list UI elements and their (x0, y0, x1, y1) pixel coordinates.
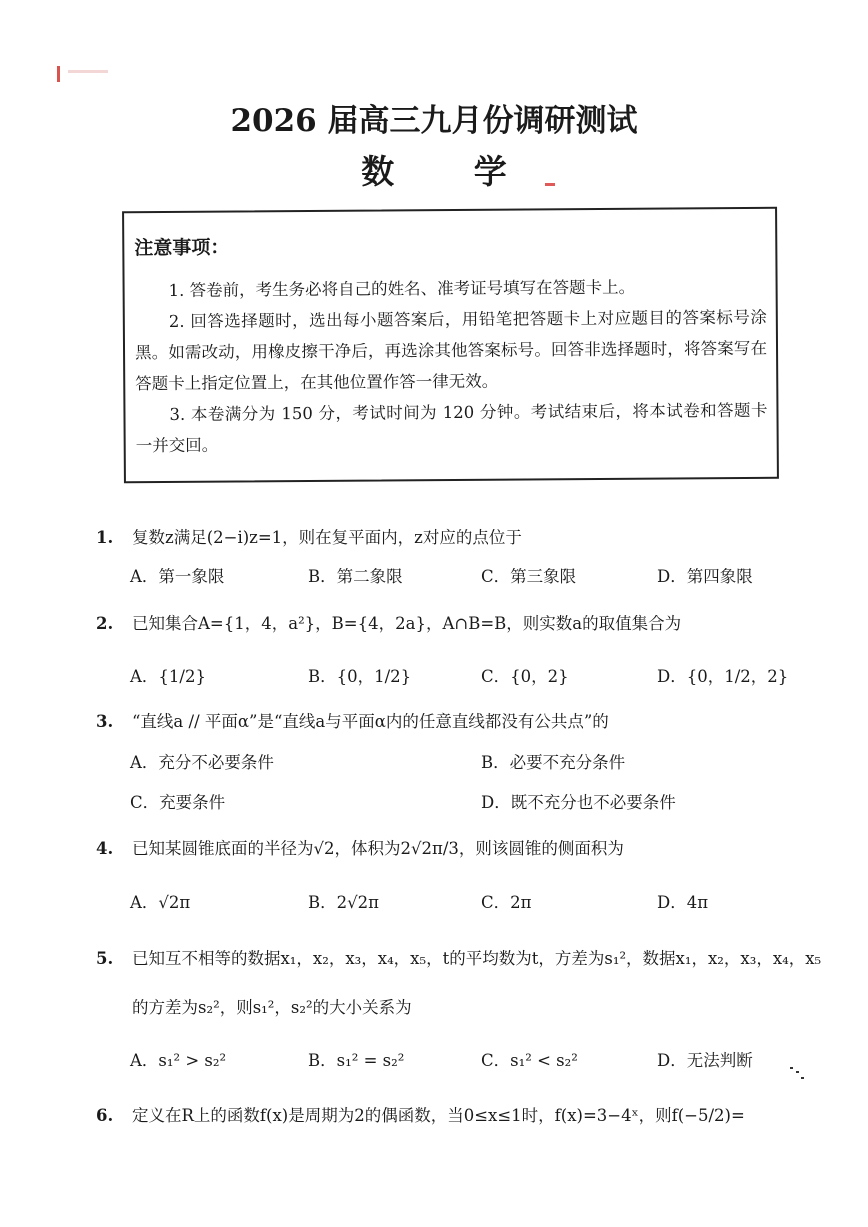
question-number: 5. (96, 949, 114, 968)
q5-option-c: C．s₁² < s₂² (481, 1051, 578, 1070)
q5-option-d: D．无法判断 (657, 1051, 753, 1070)
q4-option-a: A．√2π (130, 893, 191, 912)
q2-option-c: C．{0，2} (481, 667, 569, 686)
question-number: 2. (96, 614, 114, 633)
question-stem: 定义在R上的函数f(x)是周期为2的偶函数，当0≤x≤1时，f(x)=3−4ˣ，则f(−5/2)= (132, 1106, 745, 1125)
q3-option-d: D．既不充分也不必要条件 (481, 793, 676, 812)
scan-speck-marks (790, 1067, 806, 1081)
q2-option-d: D．{0，1/2，2} (657, 667, 789, 686)
q4-option-d: D．4π (657, 893, 709, 912)
red-ink-mark (545, 183, 555, 186)
q5-option-a: A．s₁² > s₂² (130, 1051, 227, 1070)
q1-option-a: A．第一象限 (130, 567, 225, 586)
question-stem: “直线a // 平面α”是“直线a与平面α内的任意直线都没有公共点”的 (132, 712, 609, 731)
notice-title: 注意事项： (134, 236, 230, 260)
notice-item-2: 2. 回答选择题时，选出每小题答案后，用铅笔把答题卡上对应题目的答案标号涂黑。如需改动，用橡皮擦干净后，再选涂其他答案标号。回答非选择题时，将答案写在答题卡上指定位置上，在其他位置作答一律无效。 (134, 307, 768, 394)
red-margin-mark (57, 66, 60, 82)
q1-option-c: C．第三象限 (481, 567, 577, 586)
question-3 (96, 708, 609, 732)
q2-option-b: B．{0，1/2} (308, 667, 412, 686)
question-6 (96, 1102, 745, 1126)
question-5-continued: 的方差为s₂²，则s₁²，s₂²的大小关系为 (132, 998, 412, 1017)
q2-option-a: A．{1/2} (130, 667, 206, 686)
notice-box (122, 207, 779, 484)
q3-option-c: C．充要条件 (130, 793, 226, 812)
question-stem: 已知某圆锥底面的半径为√2，体积为2√2π/3，则该圆锥的侧面积为 (132, 839, 624, 858)
q3-option-a: A．充分不必要条件 (130, 753, 274, 772)
subject-title: 数 学 (361, 152, 541, 191)
question-number: 3. (96, 712, 114, 731)
question-number: 4. (96, 839, 114, 858)
question-5 (96, 945, 821, 969)
exam-title: 2026 届高三九月份调研测试 (230, 103, 638, 139)
question-stem: 复数z满足(2−i)z=1，则在复平面内，z对应的点位于 (132, 528, 522, 547)
notice-body (135, 271, 768, 461)
question-number: 6. (96, 1106, 114, 1125)
q1-option-b: B．第二象限 (308, 567, 403, 586)
faint-margin-mark (68, 70, 108, 73)
q4-option-b: B．2√2π (308, 893, 379, 912)
question-number: 1. (96, 528, 114, 547)
notice-item-3: 3. 本卷满分为 150 分，考试时间为 120 分钟。考试结束后，将本试卷和答题卡一并交回。 (135, 400, 768, 456)
q3-option-b: B．必要不充分条件 (481, 753, 626, 772)
question-2 (96, 610, 681, 634)
question-stem: 已知互不相等的数据x₁，x₂，x₃，x₄，x₅，t的平均数为t，方差为s₁²，数据x₁，x₂，x₃，x₄，x₅ (132, 949, 822, 968)
question-4 (96, 835, 624, 859)
q4-option-c: C．2π (481, 893, 532, 912)
question-stem: 已知集合A={1，4，a²}，B={4，2a}，A∩B=B，则实数a的取值集合为 (132, 614, 682, 633)
q1-option-d: D．第四象限 (657, 567, 753, 586)
q5-option-b: B．s₁² = s₂² (308, 1051, 405, 1070)
question-1 (96, 524, 522, 548)
notice-item-1: 1. 答卷前，考生务必将自己的姓名、准考证号填写在答题卡上。 (168, 277, 636, 300)
